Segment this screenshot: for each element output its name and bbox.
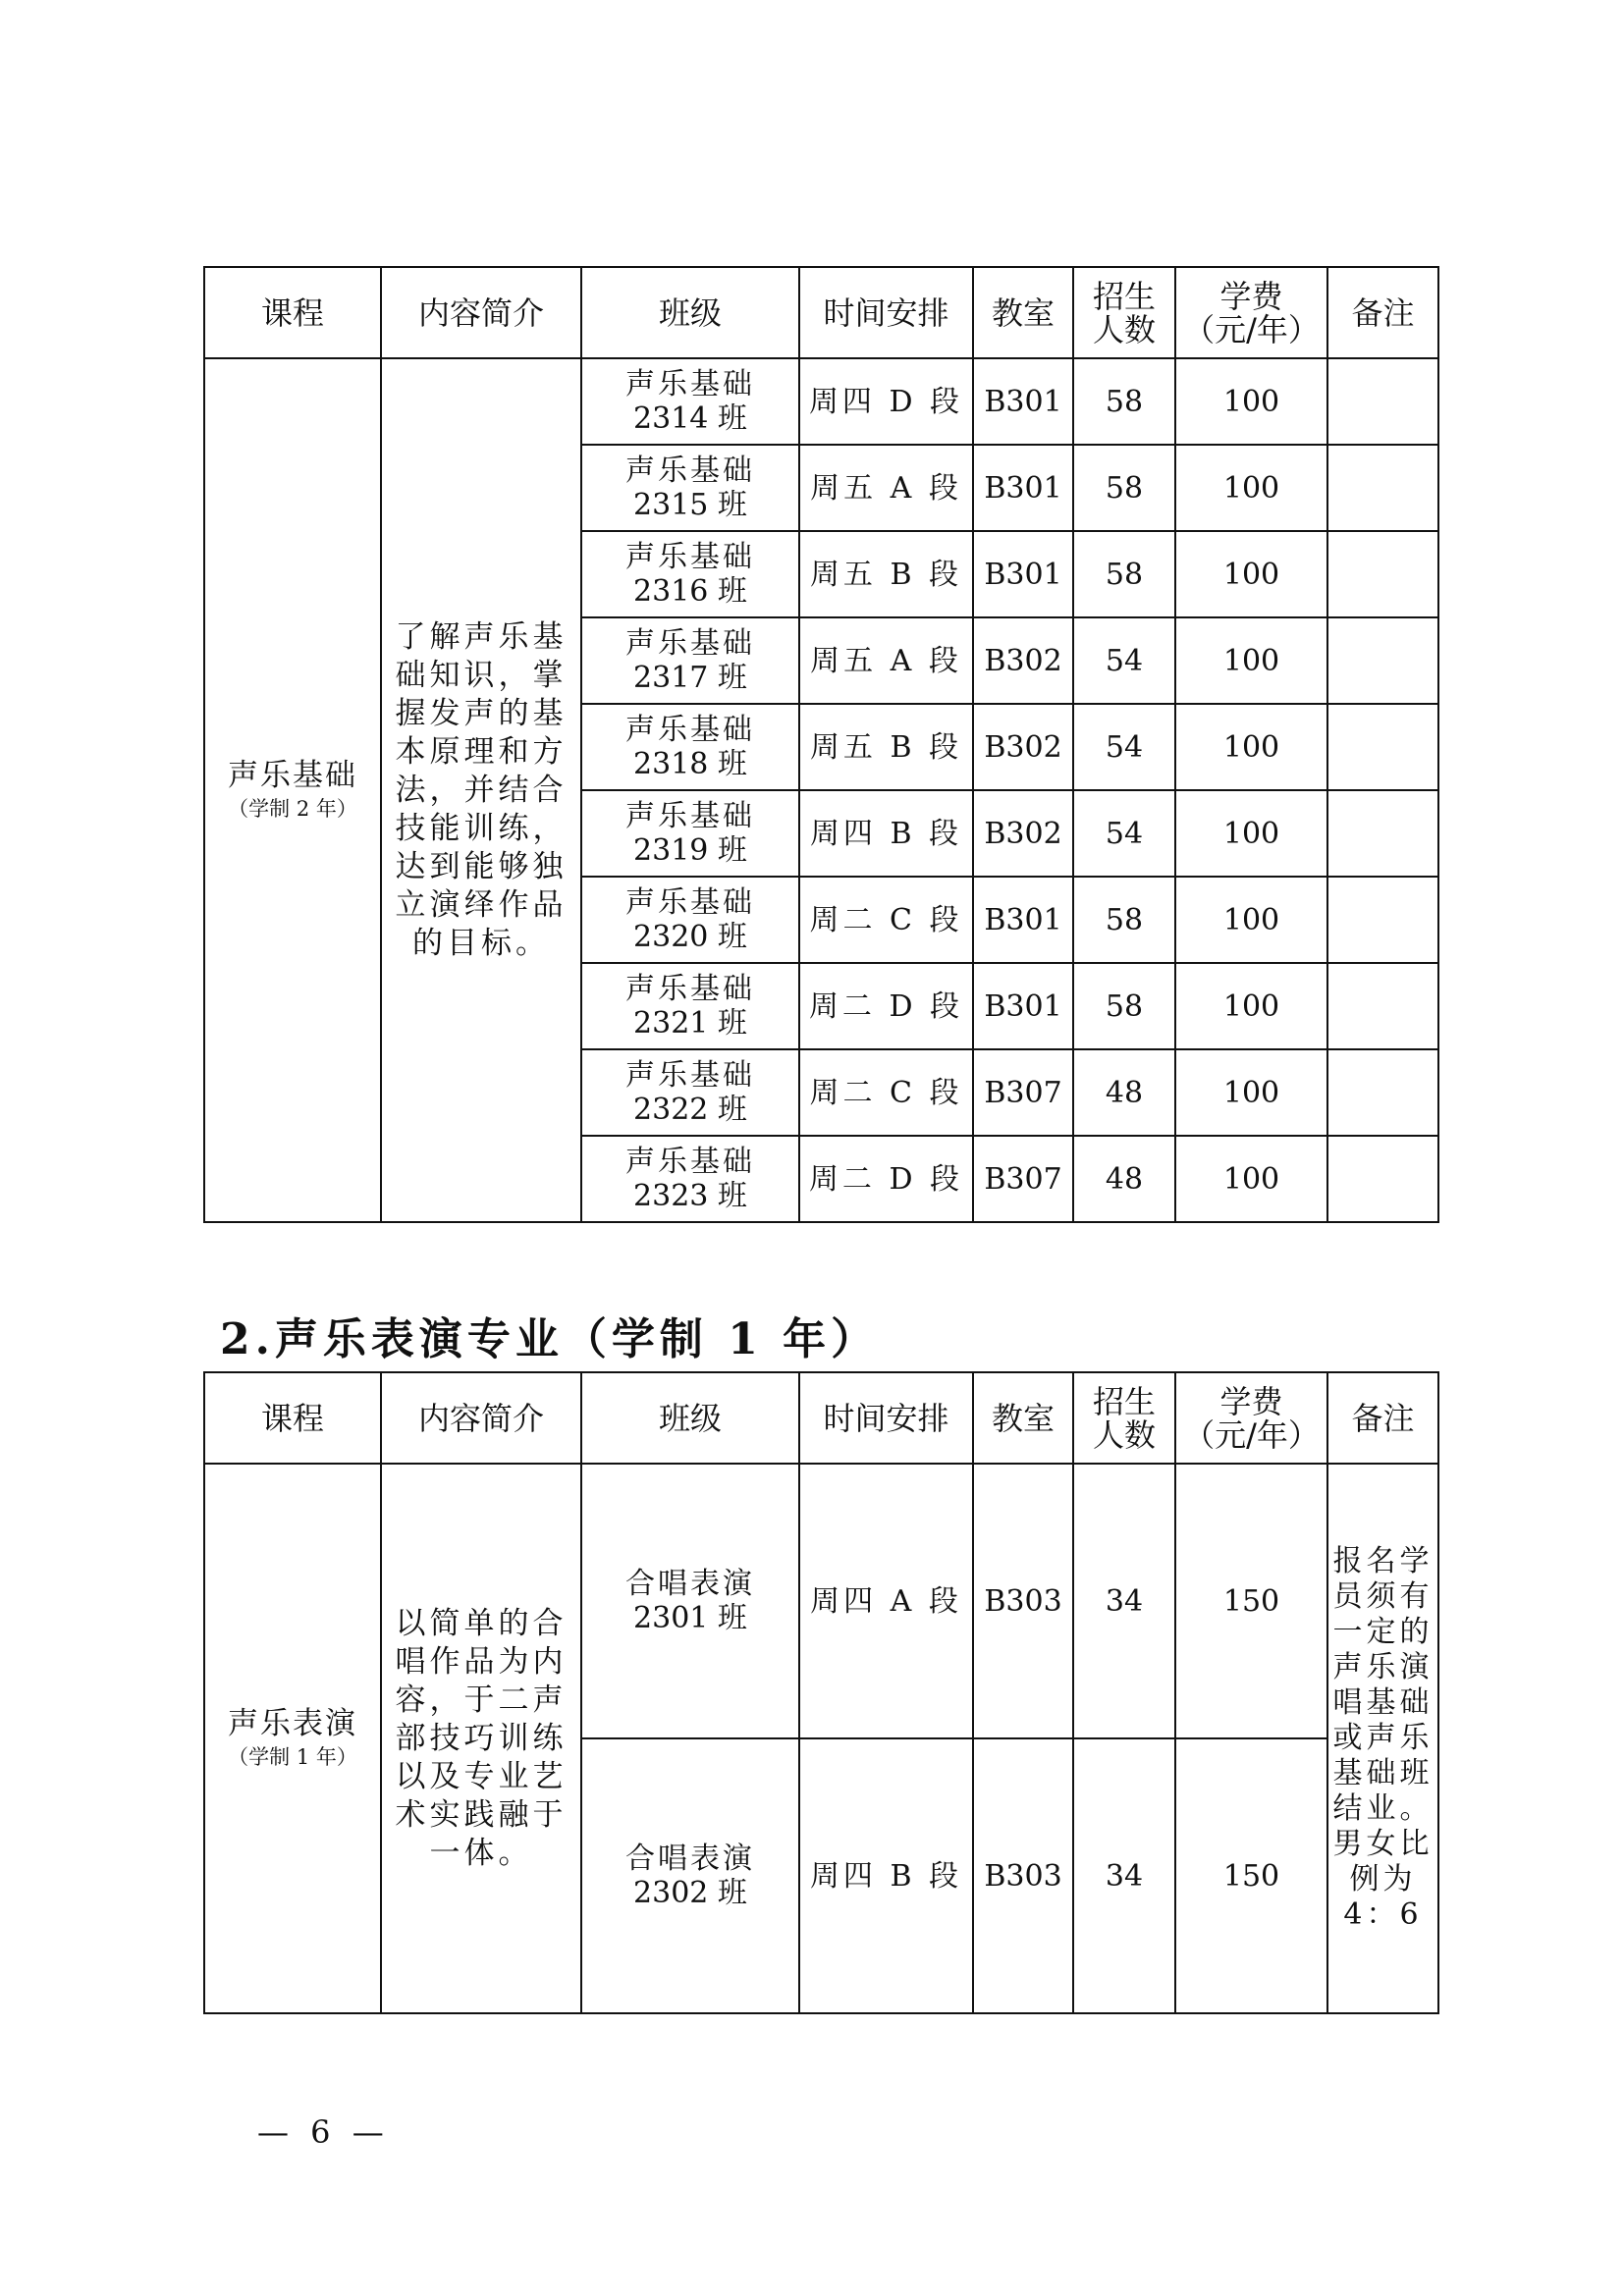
note-cell (1327, 1464, 1438, 2013)
class-number: 2320 班 (633, 920, 747, 954)
class-cell (581, 963, 799, 1049)
col-header-room: 教室 (973, 267, 1073, 358)
col-header-intro: 内容简介 (381, 267, 581, 358)
room-cell: B303 (973, 1464, 1073, 1738)
note-cell (1327, 1136, 1438, 1222)
class-cell (581, 445, 799, 531)
class-number: 2301 班 (633, 1601, 747, 1635)
class-name: 合唱表演 (625, 1842, 755, 1876)
col-header-time: 时间安排 (799, 1372, 973, 1464)
note-cell (1327, 617, 1438, 704)
class-cell (581, 790, 799, 877)
fee-cell: 100 (1175, 617, 1327, 704)
capacity-cell: 58 (1073, 445, 1175, 531)
time-cell: 周四 B 段 (799, 790, 973, 877)
intro-cell (381, 358, 581, 1222)
class-cell (581, 531, 799, 617)
course-name: 声乐表演 (228, 1706, 357, 1741)
fee-cell: 100 (1175, 790, 1327, 877)
capacity-cell: 58 (1073, 877, 1175, 963)
table-header-row (204, 1372, 1438, 1464)
fee-cell: 100 (1175, 445, 1327, 531)
room-cell: B302 (973, 704, 1073, 790)
capacity-cell: 34 (1073, 1738, 1175, 2013)
class-number: 2323 班 (633, 1179, 747, 1213)
capacity-cell: 48 (1073, 1049, 1175, 1136)
capacity-cell: 58 (1073, 963, 1175, 1049)
section-heading: 2.声乐表演专业（学制 1 年） (220, 1314, 880, 1364)
class-number: 2322 班 (633, 1093, 747, 1127)
time-cell: 周四 A 段 (799, 1464, 973, 1738)
col-header-fee: 学费 （元/年） (1175, 1372, 1327, 1464)
fee-cell: 100 (1175, 1049, 1327, 1136)
time-cell: 周四 B 段 (799, 1738, 973, 2013)
time-cell: 周五 A 段 (799, 445, 973, 531)
time-cell: 周二 C 段 (799, 1049, 973, 1136)
room-cell: B301 (973, 877, 1073, 963)
note-cell (1327, 963, 1438, 1049)
room-cell: B301 (973, 963, 1073, 1049)
course-cell (204, 358, 381, 1222)
class-cell (581, 1738, 799, 2013)
col-header-note: 备注 (1327, 267, 1438, 358)
note-text: 报名学员须有一定的声乐演唱基础或声乐基础班结业。男女比例为 (1332, 1544, 1434, 1896)
fee-cell: 100 (1175, 963, 1327, 1049)
class-cell (581, 704, 799, 790)
note-cell (1327, 877, 1438, 963)
time-cell: 周五 B 段 (799, 704, 973, 790)
room-cell: B302 (973, 617, 1073, 704)
time-cell: 周五 A 段 (799, 617, 973, 704)
room-cell: B301 (973, 358, 1073, 445)
class-cell (581, 617, 799, 704)
class-name: 声乐基础 (625, 1145, 755, 1179)
class-cell (581, 1049, 799, 1136)
class-name: 声乐基础 (625, 367, 755, 401)
time-cell: 周五 B 段 (799, 531, 973, 617)
class-number: 2302 班 (633, 1876, 747, 1910)
col-header-capacity: 招生 人数 (1073, 267, 1175, 358)
time-cell: 周二 D 段 (799, 1136, 973, 1222)
time-cell: 周二 C 段 (799, 877, 973, 963)
room-cell: B301 (973, 445, 1073, 531)
class-name: 声乐基础 (625, 626, 755, 661)
class-cell (581, 1464, 799, 1738)
course-term: （学制 1 年） (228, 1745, 357, 1769)
fee-cell: 100 (1175, 358, 1327, 445)
table-row (204, 358, 1438, 445)
time-cell: 周四 D 段 (799, 358, 973, 445)
note-ratio: 4：6 (1343, 1897, 1423, 1932)
class-name: 声乐基础 (625, 454, 755, 488)
class-name: 声乐基础 (625, 540, 755, 574)
col-header-fee: 学费 （元/年） (1175, 267, 1327, 358)
class-name: 声乐基础 (625, 972, 755, 1006)
class-name: 合唱表演 (625, 1567, 755, 1601)
vocal-basics-schedule-table (203, 266, 1439, 1223)
fee-cell: 150 (1175, 1464, 1327, 1738)
fee-cell: 100 (1175, 1136, 1327, 1222)
col-header-note: 备注 (1327, 1372, 1438, 1464)
room-cell: B307 (973, 1049, 1073, 1136)
note-cell (1327, 358, 1438, 445)
note-cell (1327, 704, 1438, 790)
col-header-time: 时间安排 (799, 267, 973, 358)
room-cell: B302 (973, 790, 1073, 877)
room-cell: B307 (973, 1136, 1073, 1222)
intro-cell (381, 1464, 581, 2013)
note-cell (1327, 1049, 1438, 1136)
table-row (204, 1464, 1438, 1738)
fee-cell: 150 (1175, 1738, 1327, 2013)
capacity-cell: 34 (1073, 1464, 1175, 1738)
course-intro: 了解声乐基础知识，掌握发声的基本原理和方法，并结合技能训练，达到能够独立演绎作品的目标。 (395, 618, 568, 961)
class-name: 声乐基础 (625, 1058, 755, 1093)
class-number: 2314 班 (633, 401, 747, 436)
fee-cell: 100 (1175, 877, 1327, 963)
class-name: 声乐基础 (625, 799, 755, 833)
capacity-cell: 58 (1073, 358, 1175, 445)
class-name: 声乐基础 (625, 713, 755, 747)
col-header-intro: 内容简介 (381, 1372, 581, 1464)
capacity-cell: 54 (1073, 704, 1175, 790)
class-number: 2321 班 (633, 1006, 747, 1041)
note-cell (1327, 790, 1438, 877)
note-cell (1327, 531, 1438, 617)
course-cell (204, 1464, 381, 2013)
course-name: 声乐基础 (228, 758, 357, 793)
vocal-performance-schedule-table (203, 1371, 1439, 2014)
col-header-room: 教室 (973, 1372, 1073, 1464)
course-intro: 以简单的合唱作品为内容，于二声部技巧训练以及专业艺术实践融于一体。 (395, 1605, 568, 1871)
page-number: — 6 — (257, 2113, 390, 2151)
capacity-cell: 54 (1073, 617, 1175, 704)
note-cell (1327, 445, 1438, 531)
col-header-class: 班级 (581, 1372, 799, 1464)
class-name: 声乐基础 (625, 885, 755, 920)
class-number: 2316 班 (633, 574, 747, 609)
fee-cell: 100 (1175, 531, 1327, 617)
capacity-cell: 58 (1073, 531, 1175, 617)
table-header-row (204, 267, 1438, 358)
col-header-course: 课程 (204, 1372, 381, 1464)
capacity-cell: 48 (1073, 1136, 1175, 1222)
class-cell (581, 877, 799, 963)
class-number: 2317 班 (633, 661, 747, 695)
fee-cell: 100 (1175, 704, 1327, 790)
col-header-capacity: 招生 人数 (1073, 1372, 1175, 1464)
class-number: 2319 班 (633, 833, 747, 868)
class-number: 2318 班 (633, 747, 747, 781)
col-header-class: 班级 (581, 267, 799, 358)
capacity-cell: 54 (1073, 790, 1175, 877)
class-cell (581, 358, 799, 445)
course-term: （学制 2 年） (228, 797, 357, 821)
class-cell (581, 1136, 799, 1222)
room-cell: B301 (973, 531, 1073, 617)
room-cell: B303 (973, 1738, 1073, 2013)
time-cell: 周二 D 段 (799, 963, 973, 1049)
col-header-course: 课程 (204, 267, 381, 358)
class-number: 2315 班 (633, 488, 747, 522)
